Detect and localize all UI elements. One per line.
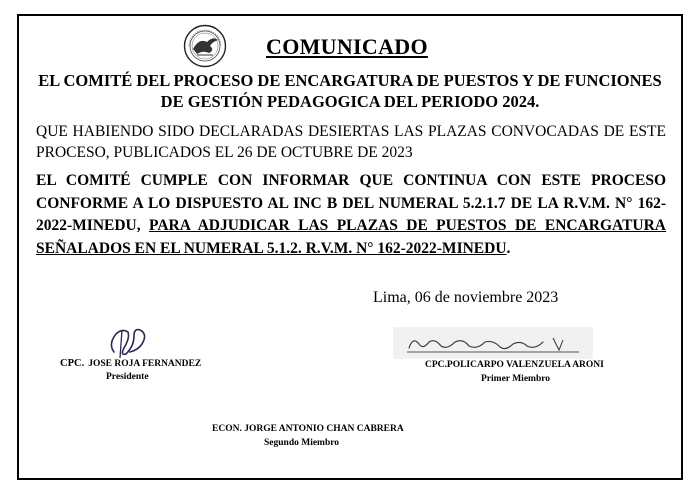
signatory-first-member-role: Primer Miembro [481,374,551,384]
signatory-president-role: Presidente [106,372,149,382]
announcement-text: EL COMITÉ CUMPLE CON INFORMAR QUE CONTINUA CON ESTE PROCESO CONFORME A LO DISPUESTO AL INC B DEL NUMERAL 5.2.1.7 DE LA R.V.M. N° 162-2022-MINEDU, [36,172,666,234]
document-heading: EL COMITÉ DEL PROCESO DE ENCARGATURA DE PUESTOS Y DE FUNCIONES DE GESTIÓN PEDAGOGICA DEL PERIODO 2024. [38,71,662,111]
signature-first-member [403,330,583,358]
announcement-period: . [506,239,511,257]
signatory-first-member-name: CPC.POLICARPO VALENZUELA ARONI [425,360,604,370]
signature-president [100,322,160,362]
institution-seal-icon [183,24,227,68]
paragraph-declaration: QUE HABIENDO SIDO DECLARADAS DESIERTAS LAS PLAZAS CONVOCADAS DE ESTE PROCESO, PUBLICADOS EL 26 DE OCTUBRE DE 2023 [36,123,666,161]
signatory-second-member-role: Segundo Miembro [264,438,340,448]
document-title: COMUNICADO [266,34,428,59]
paragraph-announcement [36,170,666,260]
signatory-president-name: CPC. JOSE ROJA FERNANDEZ [60,358,202,369]
date-line: Lima, 06 de noviembre 2023 [373,289,559,306]
announcement-underlined-text: PARA ADJUDICAR LAS PLAZAS DE PUESTOS DE ENCARGATURA SEÑALADOS EN EL NUMERAL 5.1.2. R.V.M. N° 162-2022-MINEDU [36,217,667,257]
signatory-second-member-name: ECON. JORGE ANTONIO CHAN CABRERA [212,424,404,434]
